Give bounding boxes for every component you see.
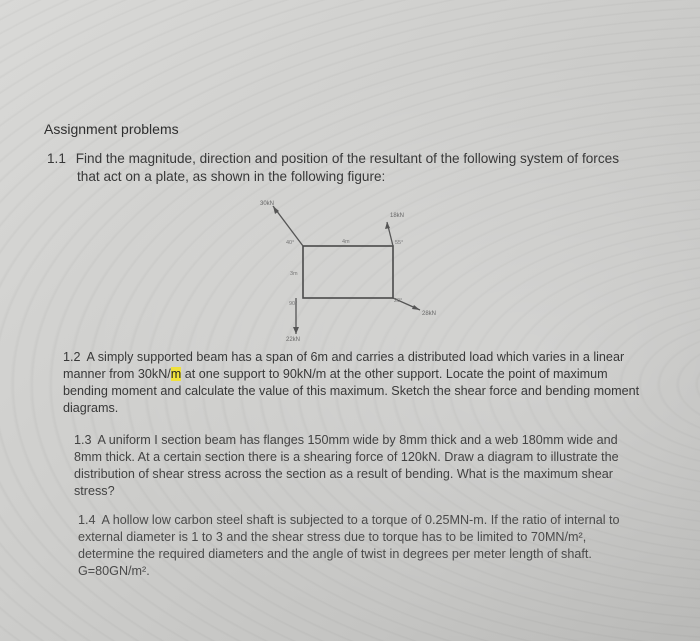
height-dimension: 3m <box>290 271 298 277</box>
width-dimension: 4m <box>342 239 350 245</box>
problem-1-1 <box>47 150 647 186</box>
problem-text: A hollow low carbon steel shaft is subjected to a torque of 0.25MN-m. If the ratio of internal to external diameter is 1 to 3 and the shear stress due to torque has to be limited to 70MN/m², determine the required diameters and the angle of twist in degrees per meter length of shaft. G=80GN/m². <box>78 513 620 578</box>
problem-number: 1.2 <box>63 350 81 364</box>
problem-text-continued: that act on a plate, as shown in the following figure: <box>77 169 386 184</box>
problem-1-3 <box>74 432 642 500</box>
problem-1-2 <box>63 349 648 417</box>
plate-rectangle <box>303 246 393 298</box>
assignment-heading: Assignment problems <box>44 121 179 137</box>
problem-number: 1.4 <box>78 513 96 527</box>
problem-number: 1.3 <box>74 433 92 447</box>
problem-number: 1.1 <box>47 151 66 166</box>
highlighted-text: m <box>170 367 182 381</box>
problem-text: A simply supported beam has a span of 6m and carries a distributed load which varies in a linear manner from 30kN/ <box>63 350 625 381</box>
angle-bottom-right-label: 20° <box>394 298 403 304</box>
force-top-right-arrowhead <box>385 222 390 229</box>
force-right-arrowhead <box>412 305 420 310</box>
force-bottom-label: 22kN <box>286 337 301 342</box>
force-right-label: 28kN <box>422 311 437 317</box>
problem-text: A uniform I section beam has flanges 150mm wide by 8mm thick and a web 180mm wide and 8mm thick. At a certain section there is a shearing force of 120kN. Draw a diagram to illustrate the distribution of shear stress across the section as a result of bending. What is the maximum shear stress? <box>74 433 619 498</box>
force-bottom-arrowhead <box>293 327 299 334</box>
problem-1-4 <box>78 512 638 580</box>
angle-top-left-label: 40° <box>286 240 295 246</box>
problem-text: Find the magnitude, direction and position of the resultant of the following system of forces <box>75 151 619 166</box>
force-system-figure <box>230 192 470 342</box>
force-top-right-label: 18kN <box>390 213 405 219</box>
angle-top-right-label: 55° <box>395 240 404 246</box>
force-top-left-label: 30kN <box>260 201 275 207</box>
corner-dimension: 90° <box>289 301 298 307</box>
problem-text-continued: at one support to 90kN/m at the other support. Locate the point of maximum bending moment and calculate the value of this maximum. Sketch the shear force and bending moment diagrams. <box>63 367 640 415</box>
